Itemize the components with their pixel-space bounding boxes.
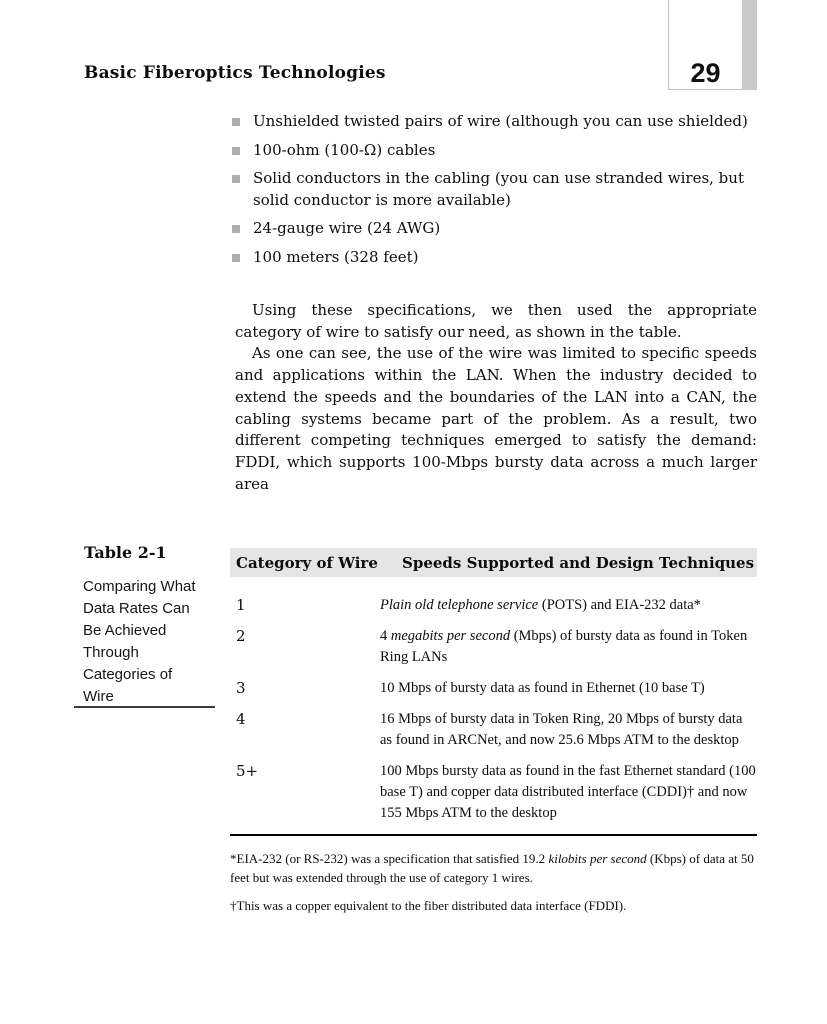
footnote: *EIA-232 (or RS-232) was a specification that satisfied 19.2 kilobits per second (Kbps) of data at 50 feet but was extended through the use of category 1 wires.: [230, 851, 754, 885]
table-row: [230, 709, 757, 751]
table-body: [230, 595, 757, 824]
column-header-category: Category of Wire: [236, 553, 378, 572]
bullet-item: [232, 111, 759, 133]
bullet-text: Solid conductors in the cabling (you can use stranded wires, but solid conductor is more available): [253, 169, 744, 209]
cell-description: 100 Mbps bursty data as found in the fast Ethernet standard (100 base T) and copper data distributed interface (CDDI)† and now 155 Mbps ATM to the desktop: [380, 763, 756, 821]
bullet-list: [232, 111, 759, 275]
body-paragraph: As one can see, the use of the wire was limited to specific speeds and applications within the LAN. When the industry decided to extend the speeds and the boundaries of the LAN into a CAN, the cabling systems became part of the problem. As a result, two different competing techniques emerged to satisfy the demand: FDDI, which supports 100-Mbps bursty data across a much larger area: [235, 344, 757, 493]
bullet-text: 100 meters (328 feet): [253, 247, 419, 266]
bullet-item: [232, 247, 759, 269]
bullet-text: Unshielded twisted pairs of wire (although you can use shielded): [253, 112, 748, 130]
bullet-square-icon: [232, 225, 240, 233]
cell-description: 4 megabits per second (Mbps) of bursty data as found in Token Ring LANs: [380, 628, 748, 665]
bullet-square-icon: [232, 175, 240, 183]
table-footnotes: [230, 849, 757, 915]
table-row: [230, 595, 757, 616]
bullet-square-icon: [232, 254, 240, 262]
bullet-square-icon: [232, 118, 240, 126]
body-paragraph: Using these specifications, we then used the appropriate category of wire to satisfy our need, as shown in the table.: [235, 301, 757, 341]
page-number-box: [668, 0, 742, 90]
cell-category: 5+: [236, 762, 259, 780]
footnote: †This was a copper equivalent to the fiber distributed data interface (FDDI).: [230, 898, 627, 913]
table-bottom-rule: [230, 834, 757, 836]
cell-description: 16 Mbps of bursty data in Token Ring, 20 Mbps of bursty data as found in ARCNet, and now 25.6 Mbps ATM to the desktop: [380, 711, 743, 748]
wire-table: [230, 548, 757, 924]
cell-description: Plain old telephone service (POTS) and EIA-232 data*: [380, 597, 701, 613]
table-row: [230, 678, 757, 699]
page-title: Basic Fiberoptics Technologies: [84, 63, 386, 83]
caption-rule: [74, 706, 215, 708]
bullet-item: [232, 140, 759, 162]
table-header-row: [230, 548, 757, 577]
body-copy: [235, 300, 757, 495]
cell-category: 1: [236, 596, 246, 614]
cell-category: 2: [236, 627, 246, 645]
cell-category: 3: [236, 679, 246, 697]
bullet-square-icon: [232, 147, 240, 155]
page-number: 29: [690, 58, 721, 88]
cell-description: 10 Mbps of bursty data as found in Ethernet (10 base T): [380, 680, 705, 696]
column-header-speeds: Speeds Supported and Design Techniques: [402, 553, 755, 572]
table-label: Table 2-1: [84, 543, 167, 562]
bullet-item: [232, 168, 759, 211]
bullet-item: [232, 218, 759, 240]
cell-category: 4: [236, 710, 246, 728]
page-edge-bar: [742, 0, 757, 90]
bullet-text: 24-gauge wire (24 AWG): [253, 219, 441, 237]
bullet-text: 100-ohm (100-Ω) cables: [253, 140, 436, 159]
table-row: [230, 626, 757, 668]
table-caption: Comparing What Data Rates Can Be Achieved Through Categories of Wire: [83, 578, 196, 705]
table-row: [230, 761, 757, 824]
